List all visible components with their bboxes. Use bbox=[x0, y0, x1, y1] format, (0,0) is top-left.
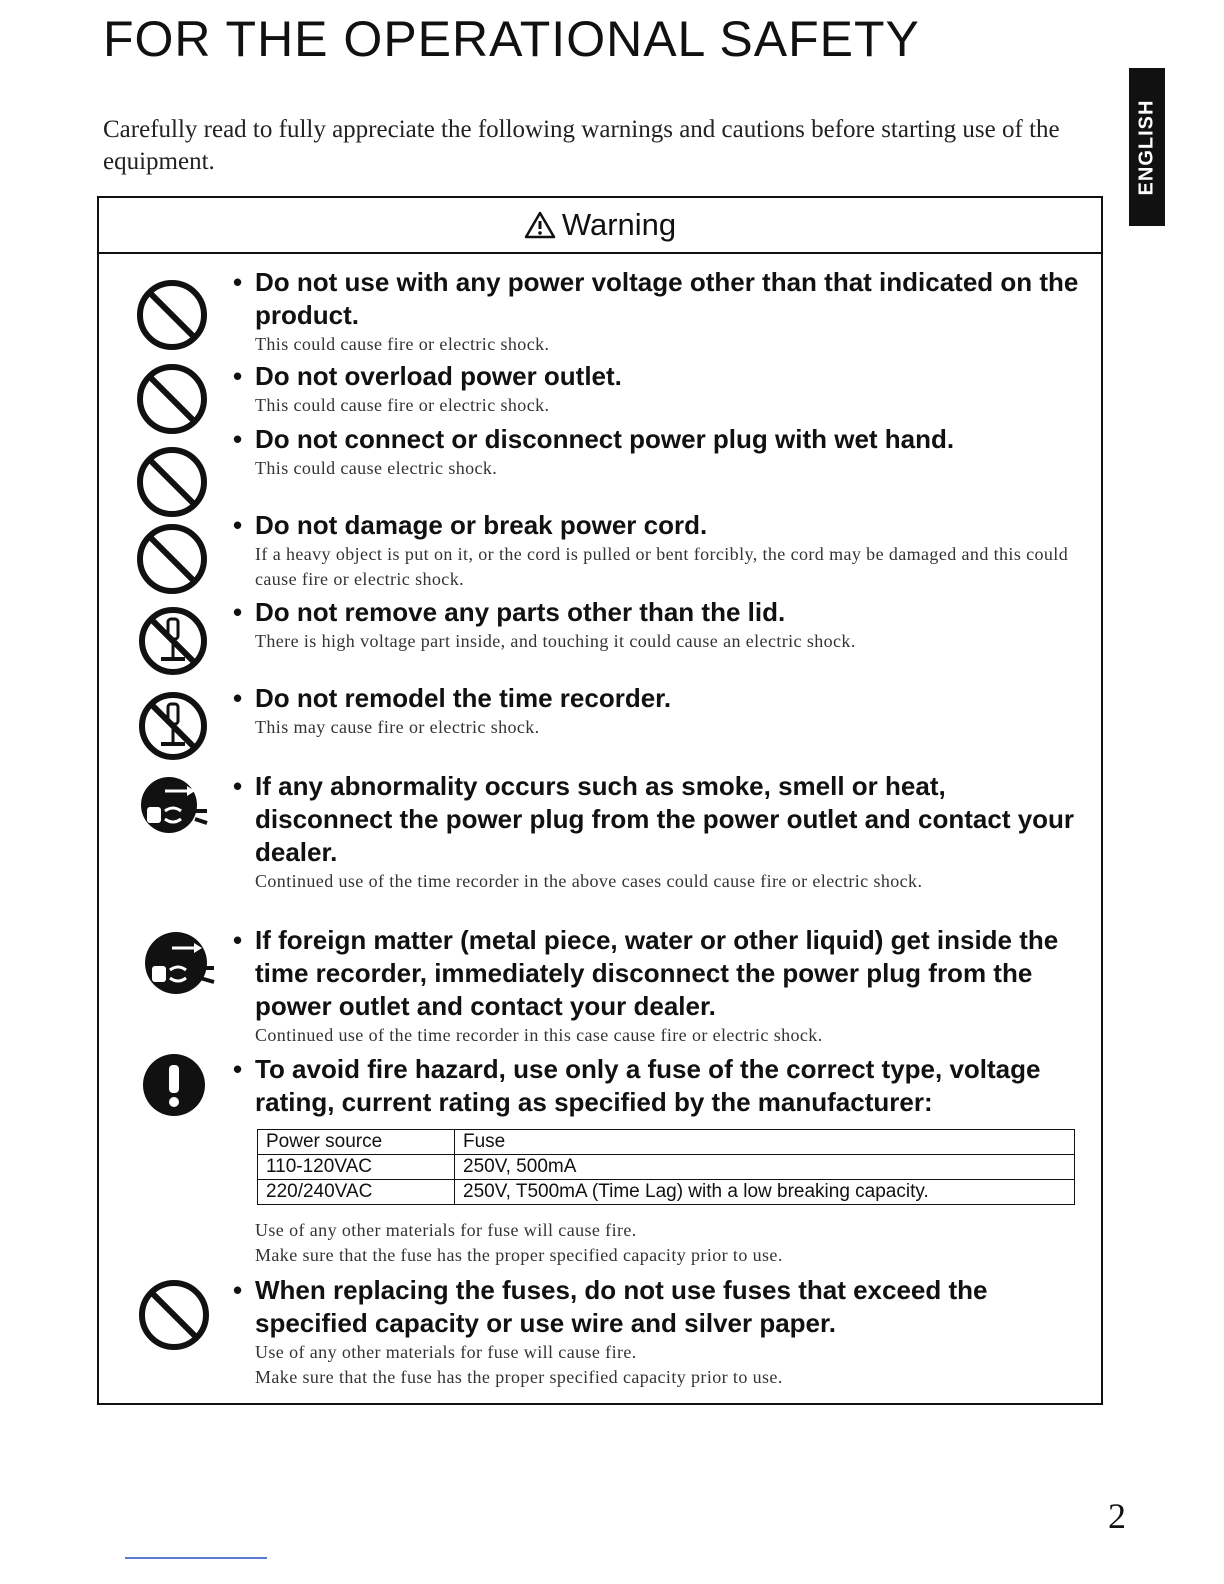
warning-item-remove-parts bbox=[233, 596, 1083, 654]
warning-item-heading: • Do not remove any parts other than the lid. bbox=[233, 596, 1083, 629]
table-cell: 220/240VAC bbox=[258, 1180, 455, 1205]
page-title: FOR THE OPERATIONAL SAFETY bbox=[103, 11, 920, 67]
language-tab bbox=[1129, 68, 1165, 226]
prohibition-icon bbox=[135, 445, 209, 519]
prohibition-icon bbox=[137, 1278, 211, 1352]
warning-item-heading: • Do not overload power outlet. bbox=[233, 360, 1083, 393]
warning-item-overload bbox=[233, 360, 1083, 418]
exclamation-icon bbox=[141, 1052, 207, 1118]
page-number: 2 bbox=[1108, 1496, 1126, 1536]
warning-item-note: If a heavy object is put on it, or the cord is pulled or bent forcibly, the cord may be damaged and this could cause fire or electric shock. bbox=[255, 544, 1069, 589]
warning-item-note: Use of any other materials for fuse will cause fire. bbox=[255, 1342, 637, 1362]
warning-item-remodel bbox=[233, 682, 1083, 740]
language-tab-label: ENGLISH bbox=[1135, 99, 1158, 195]
warning-item-fuse-notes bbox=[233, 1218, 1083, 1268]
warning-triangle-icon bbox=[524, 211, 556, 239]
table-row bbox=[258, 1155, 1075, 1180]
warning-item-note: This could cause fire or electric shock. bbox=[255, 334, 550, 354]
warning-item-heading: • Do not connect or disconnect power plug with wet hand. bbox=[233, 423, 1083, 456]
prohibition-icon bbox=[135, 362, 209, 436]
warning-item-foreign-matter bbox=[233, 924, 1083, 1048]
warning-header bbox=[99, 198, 1101, 254]
table-cell: 250V, T500mA (Time Lag) with a low breaking capacity. bbox=[455, 1180, 1075, 1205]
no-disassembly-icon bbox=[137, 690, 209, 762]
prohibition-icon bbox=[135, 522, 209, 596]
table-header-cell: Power source bbox=[258, 1130, 455, 1155]
warning-item-heading: • Do not use with any power voltage other than that indicated on the product. bbox=[233, 266, 1083, 332]
warning-item-note: Continued use of the time recorder in the above cases could cause fire or electric shock. bbox=[255, 871, 923, 891]
warning-item-note: Make sure that the fuse has the proper specified capacity prior to use. bbox=[255, 1245, 783, 1265]
prohibition-icon bbox=[135, 278, 209, 352]
warning-item-heading: • When replacing the fuses, do not use fuses that exceed the specified capacity or use wire and silver paper. bbox=[233, 1274, 1083, 1340]
warning-item-heading: • Do not damage or break power cord. bbox=[233, 509, 1083, 542]
no-disassembly-icon bbox=[137, 605, 209, 677]
fuse-table bbox=[257, 1129, 1075, 1205]
table-row bbox=[258, 1180, 1075, 1205]
warning-item-note: There is high voltage part inside, and touching it could cause an electric shock. bbox=[255, 631, 856, 651]
unplug-icon bbox=[137, 775, 211, 835]
table-header-cell: Fuse bbox=[455, 1130, 1075, 1155]
warning-item-power-cord bbox=[233, 509, 1083, 592]
warning-item-replacing-fuses bbox=[233, 1274, 1083, 1390]
warning-item-note: This could cause electric shock. bbox=[255, 458, 498, 478]
warning-item-fuse-type bbox=[233, 1053, 1083, 1119]
intro-text: Carefully read to fully appreciate the following warnings and cautions before starting use of the equipment. bbox=[103, 116, 1060, 175]
warning-item-note: Use of any other materials for fuse will cause fire. bbox=[255, 1220, 637, 1240]
warning-item-note: Make sure that the fuse has the proper specified capacity prior to use. bbox=[255, 1367, 783, 1387]
warning-item-heading: • Do not remodel the time recorder. bbox=[233, 682, 1083, 715]
table-cell: 110-120VAC bbox=[258, 1155, 455, 1180]
unplug-icon bbox=[144, 928, 218, 998]
table-header-row bbox=[258, 1130, 1075, 1155]
table-cell: 250V, 500mA bbox=[455, 1155, 1075, 1180]
footer-divider bbox=[125, 1557, 267, 1559]
warning-heading: Warning bbox=[561, 207, 677, 242]
warning-item-heading: • If foreign matter (metal piece, water or other liquid) get inside the time recorder, immediately disconnect the power plug from the power outlet and contact your dealer. bbox=[233, 924, 1083, 1023]
warning-item-heading: • If any abnormality occurs such as smoke, smell or heat, disconnect the power plug from the power outlet and contact your dealer. bbox=[233, 770, 1083, 869]
warning-item-abnormality bbox=[233, 770, 1083, 894]
warning-item-note: Continued use of the time recorder in this case cause fire or electric shock. bbox=[255, 1025, 823, 1045]
warning-item-note: This could cause fire or electric shock. bbox=[255, 395, 550, 415]
warning-item-heading: • To avoid fire hazard, use only a fuse of the correct type, voltage rating, current rating as specified by the manufacturer: bbox=[233, 1053, 1083, 1119]
warning-item-voltage bbox=[233, 266, 1083, 357]
warning-item-note: This may cause fire or electric shock. bbox=[255, 717, 540, 737]
warning-item-wet-hand bbox=[233, 423, 1083, 481]
